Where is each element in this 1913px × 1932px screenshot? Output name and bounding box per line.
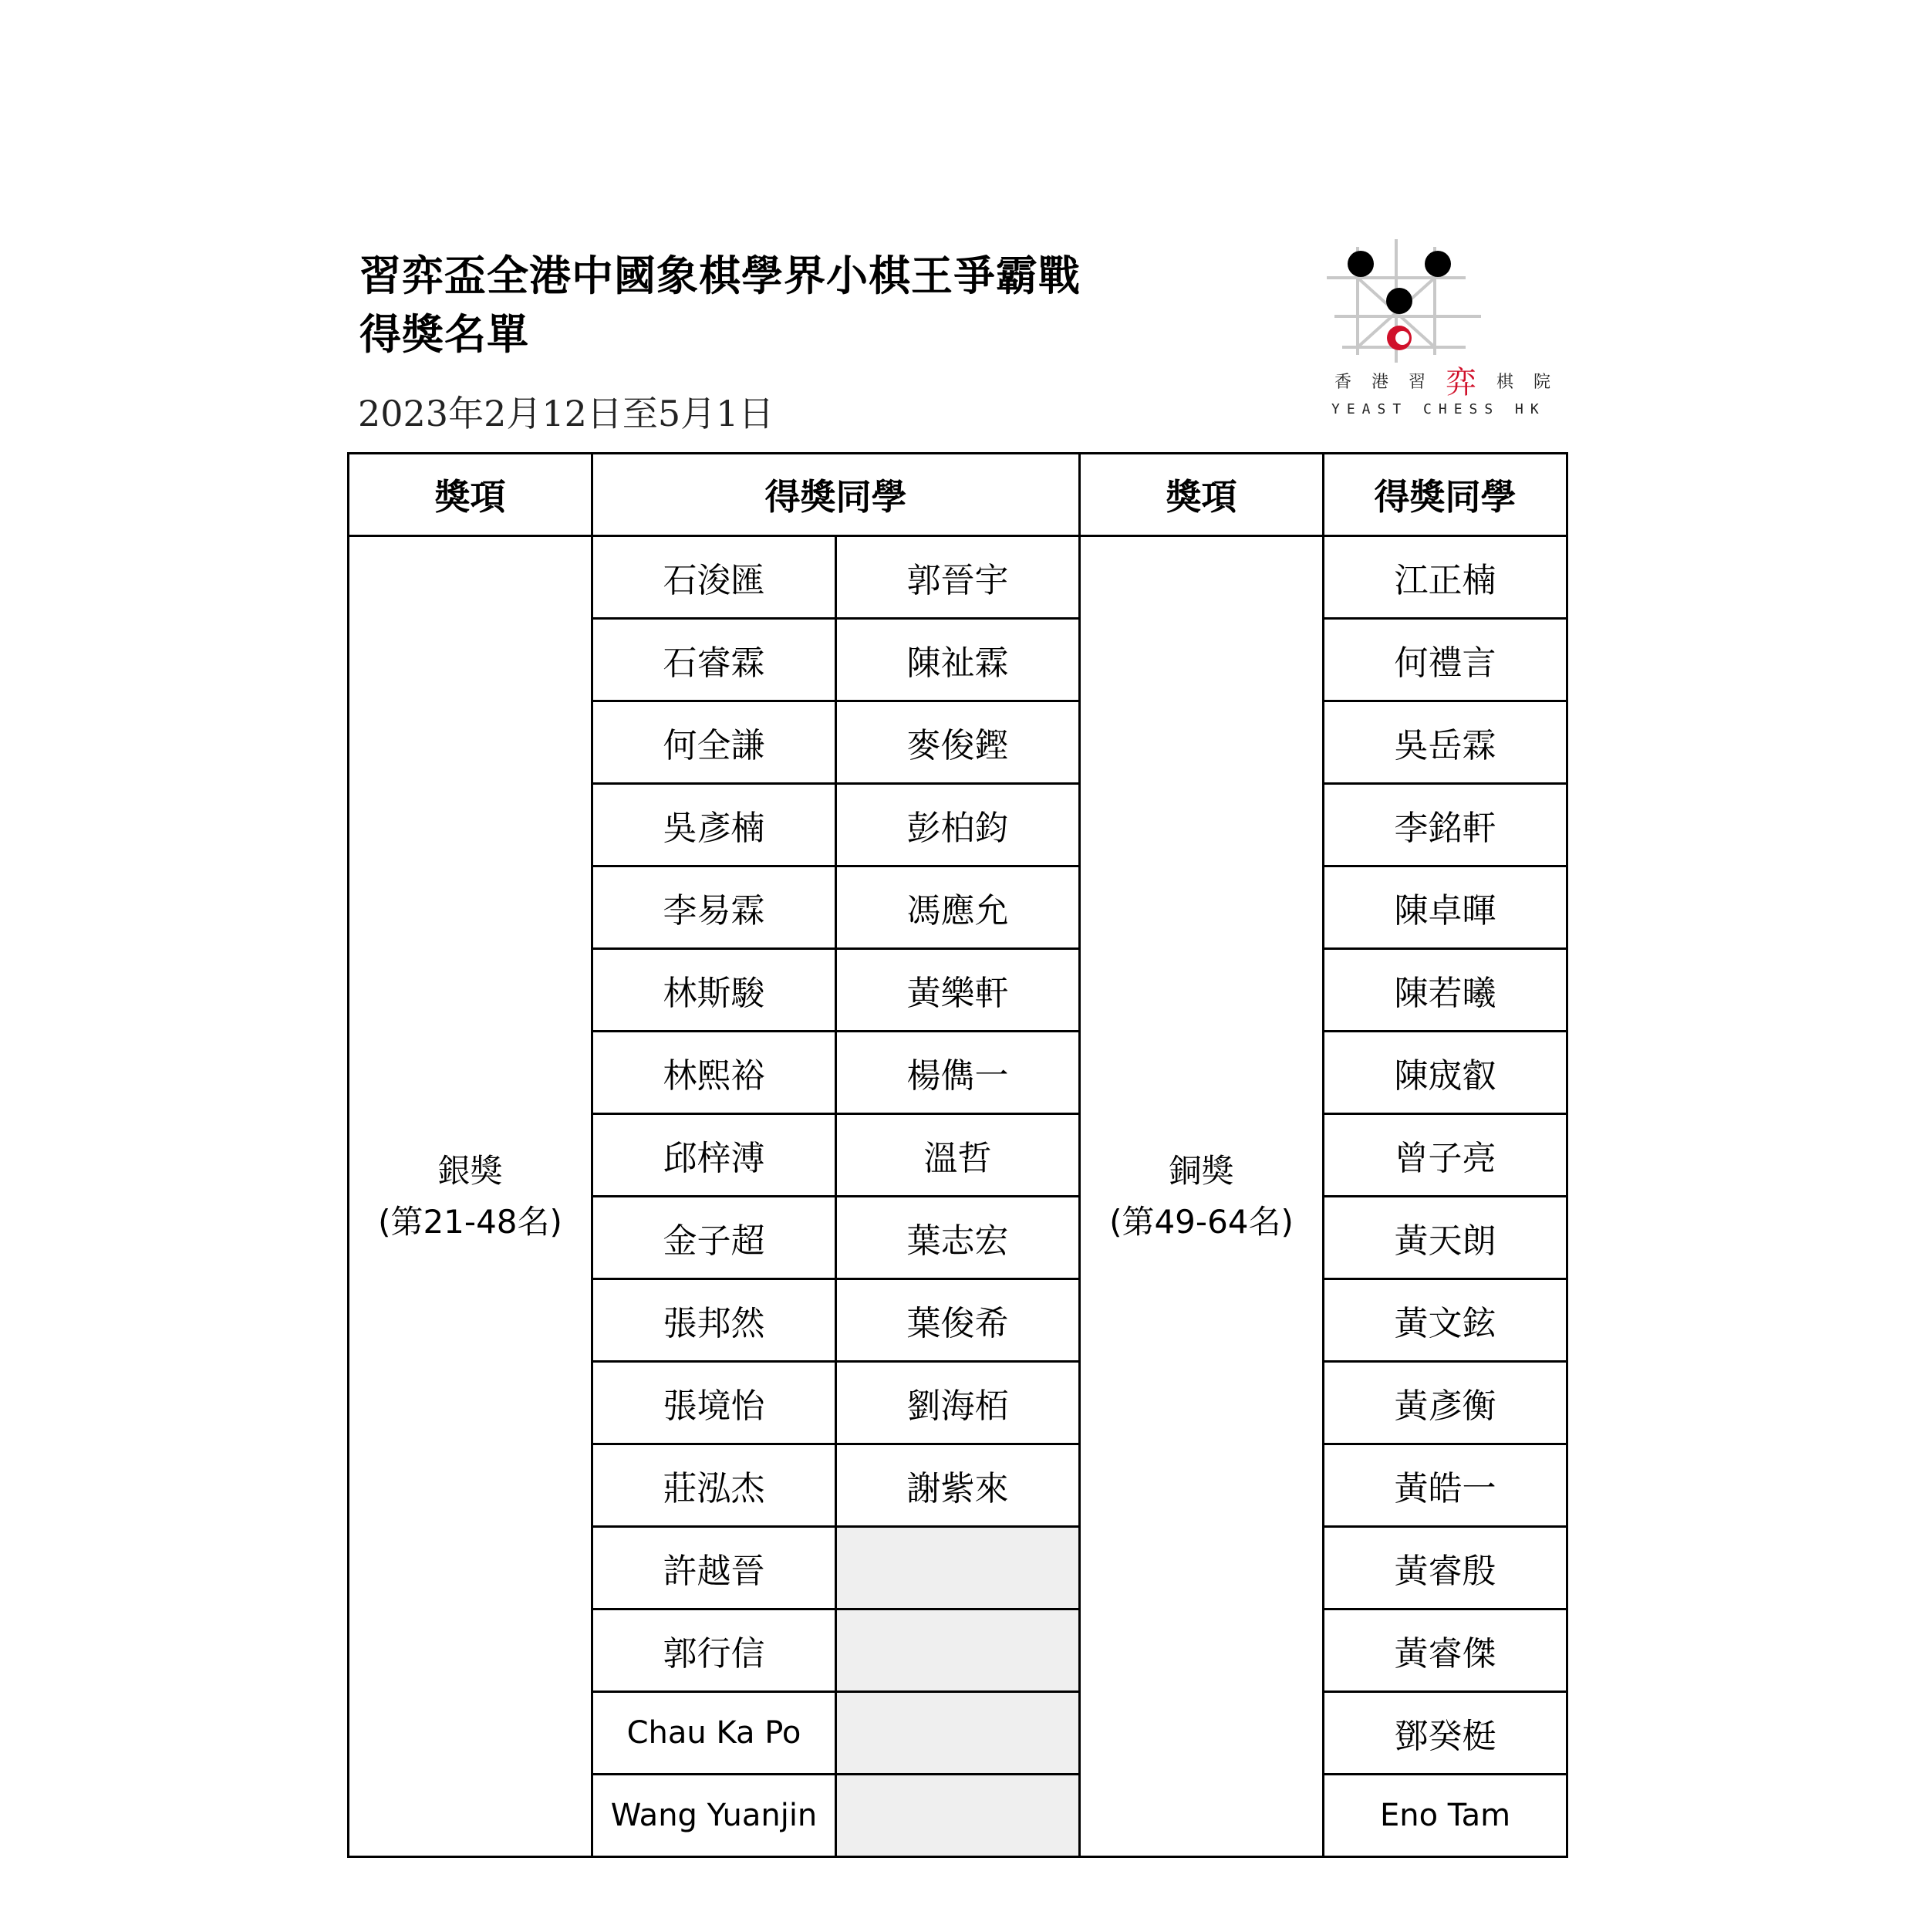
silver-recipient: 楊儁一 — [836, 1032, 1080, 1114]
silver-recipient: 許越晉 — [592, 1527, 836, 1609]
empty-cell — [836, 1692, 1080, 1775]
logo-char: 棋 — [1496, 373, 1513, 392]
silver-recipient: 莊泓杰 — [592, 1444, 836, 1527]
logo-char: 港 — [1371, 373, 1389, 392]
title-line-2: 得獎名單 — [359, 310, 529, 359]
silver-recipient: 邱梓溥 — [592, 1114, 836, 1197]
silver-award-range: (第21-48名) — [378, 1202, 562, 1241]
silver-recipient: 張邦然 — [592, 1279, 836, 1362]
silver-recipient: 謝紫來 — [836, 1444, 1080, 1527]
document-title — [359, 247, 1208, 364]
silver-recipient: 李易霖 — [592, 866, 836, 949]
bronze-recipient: 黃文鉉 — [1324, 1279, 1567, 1362]
header-row — [349, 454, 1567, 536]
silver-recipient: 林斯駿 — [592, 949, 836, 1032]
logo-chinese-name — [1334, 365, 1550, 402]
bronze-recipient: 何禮言 — [1324, 619, 1567, 701]
logo-char: 院 — [1533, 373, 1550, 392]
silver-recipient: 溫哲 — [836, 1114, 1080, 1197]
bronze-award-label: 銅獎 — [1169, 1151, 1234, 1190]
silver-award-cell — [349, 536, 592, 1857]
silver-recipient: 劉海栢 — [836, 1362, 1080, 1444]
bronze-recipient: 陳卓暉 — [1324, 866, 1567, 949]
bronze-recipient: 黃彥衡 — [1324, 1362, 1567, 1444]
silver-recipient: 石睿霖 — [592, 619, 836, 701]
silver-recipient: 麥俊鏗 — [836, 701, 1080, 784]
bronze-recipient: 江正楠 — [1324, 536, 1567, 619]
silver-recipient: 郭行信 — [592, 1609, 836, 1692]
silver-recipient: 馮應允 — [836, 866, 1080, 949]
title-line-1: 習弈盃全港中國象棋學界小棋王爭霸戰 — [359, 252, 1081, 300]
bronze-recipient: 陳若曦 — [1324, 949, 1567, 1032]
awards-table — [347, 452, 1568, 1858]
empty-cell — [836, 1775, 1080, 1857]
awards-table-container — [347, 452, 1568, 1858]
header-award: 獎項 — [1080, 454, 1324, 536]
silver-recipient: 張境怡 — [592, 1362, 836, 1444]
bronze-recipient: 黃睿殷 — [1324, 1527, 1567, 1609]
logo-char: 習 — [1409, 373, 1426, 392]
table-row — [349, 536, 1567, 619]
bronze-recipient: 李銘軒 — [1324, 784, 1567, 866]
bronze-recipient: 黃皓一 — [1324, 1444, 1567, 1527]
silver-recipient: 何全謙 — [592, 701, 836, 784]
bronze-recipient: 陳宬叡 — [1324, 1032, 1567, 1114]
empty-cell — [836, 1609, 1080, 1692]
silver-recipient: 金子超 — [592, 1197, 836, 1279]
logo-char: 香 — [1334, 373, 1352, 392]
silver-recipient: 石浚匯 — [592, 536, 836, 619]
silver-recipient: 陳祉霖 — [836, 619, 1080, 701]
header-recipients: 得獎同學 — [592, 454, 1080, 536]
silver-recipient: 葉俊希 — [836, 1279, 1080, 1362]
logo-english-name: YEAST CHESS HK — [1331, 401, 1546, 417]
silver-recipient: 林熙裕 — [592, 1032, 836, 1114]
silver-recipient: 彭柏鈞 — [836, 784, 1080, 866]
logo-char-accent: 弈 — [1446, 365, 1476, 400]
header-award: 獎項 — [349, 454, 592, 536]
silver-recipient: Chau Ka Po — [592, 1692, 836, 1775]
empty-cell — [836, 1527, 1080, 1609]
bronze-recipient: 吳岳霖 — [1324, 701, 1567, 784]
silver-recipient: 郭晉宇 — [836, 536, 1080, 619]
bronze-recipient: Eno Tam — [1324, 1775, 1567, 1857]
silver-recipient: 葉志宏 — [836, 1197, 1080, 1279]
bronze-recipient: 鄧癸梃 — [1324, 1692, 1567, 1775]
silver-award-label: 銀獎 — [437, 1151, 503, 1190]
silver-recipient: 吳彥楠 — [592, 784, 836, 866]
silver-recipient: 黃樂軒 — [836, 949, 1080, 1032]
bronze-recipient: 黃天朗 — [1324, 1197, 1567, 1279]
bronze-award-range: (第49-64名) — [1109, 1202, 1294, 1241]
header-recipients: 得獎同學 — [1324, 454, 1567, 536]
bronze-recipient: 黃睿傑 — [1324, 1609, 1567, 1692]
bronze-recipient: 曾子亮 — [1324, 1114, 1567, 1197]
event-date: 2023年2月12日至5月1日 — [358, 393, 774, 434]
silver-recipient: Wang Yuanjin — [592, 1775, 836, 1857]
bronze-award-cell — [1080, 536, 1324, 1857]
